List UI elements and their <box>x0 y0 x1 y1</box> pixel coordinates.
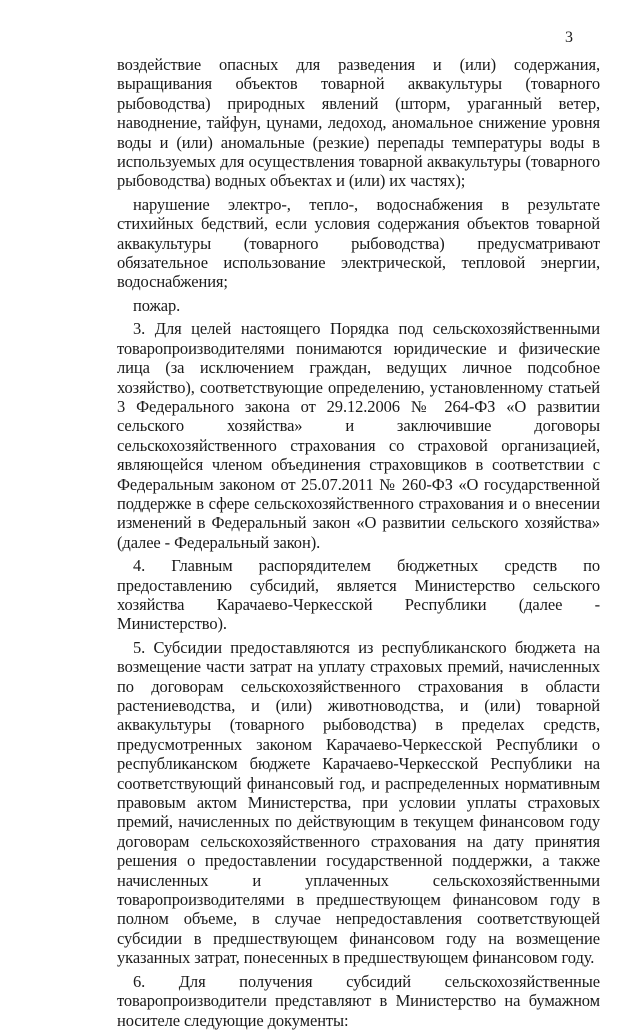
paragraph-4: 3. Для целей настоящего Порядка под сельскохозяйственными товаропроизводителями понимаются юридические и физические лица (за исключением граждан, ведущих личное подсобное хозяйство), соответствующие определению, установленному статьей 3 Федерального закона от 29.12.2006 № 264-ФЗ «О развитии сельского хозяйства» и заключившие договоры сельскохозяйственного страхования со страховой организацией, являющейся членом объединения страховщиков в соответствии с Федеральным законом от 25.07.2011 № 260-ФЗ «О государственной поддержке в сфере сельскохозяйственного страхования и о внесении изменений в Федеральный закон «О развитии сельского хозяйства» (далее - Федеральный закон). <box>117 319 600 552</box>
paragraph-3: пожар. <box>133 295 181 315</box>
paragraph-7: 6. Для получения субсидий сельскохозяйственные товаропроизводители представляют в Министерство на бумажном носителе следующие документы: <box>117 971 600 1030</box>
paragraph-1: воздействие опасных для разведения и (или) содержания, выращивания объектов товарной аквакультуры (товарного рыбоводства) природных явлений (шторм, ураганный ветер, наводнение, тайфун, цунами, ледоход, аномальное снижение уровня воды и (или) аномальные (резкие) перепады температуры воды в используемых для осуществления товарной аквакультуры (товарного рыбоводства) водных объектах и (или) их частях); <box>117 55 600 191</box>
paragraph-2: нарушение электро-, тепло-, водоснабжения в результате стихийных бедствий, если условия содержания объектов товарной аквакультуры (товарного рыбоводства) предусматривают обязательное использование электрической, тепловой энергии, водоснабжения; <box>117 194 600 292</box>
paragraph-6: 5. Субсидии предоставляются из республиканского бюджета на возмещение части затрат на уплату страховых премий, начисленных по договорам сельскохозяйственного страхования в области растениеводства, и (или) животноводства, и (или) товарной аквакультуры (товарного рыбоводства) в пределах средств, предусмотренных законом Карачаево-Черкесской Республики о республиканском бюджете Карачаево-Черкесской Республики на соответствующий финансовый год, и распределенных нормативным правовым актом Министерства, при условии уплаты страховых премий, начисленных по действующим в текущем финансовом году договорам сельскохозяйственного страхования на дату принятия решения о предоставлении государственной поддержки, а также начисленных и уплаченных сельскохозяйственными товаропроизводителями в предшествующем финансовом году в полном объеме, в случае непредоставления соответствующей субсидии в предшествующем финансовом году на возмещение указанных затрат, понесенных в предшествующем финансовом году. <box>117 637 600 968</box>
document-body <box>117 55 600 1030</box>
page-number: 3 <box>565 29 573 46</box>
paragraph-5: 4. Главным распорядителем бюджетных средств по предоставлению субсидий, является Министерство сельского хозяйства Карачаево-Черкесской Республики (далее - Министерство). <box>117 556 600 634</box>
